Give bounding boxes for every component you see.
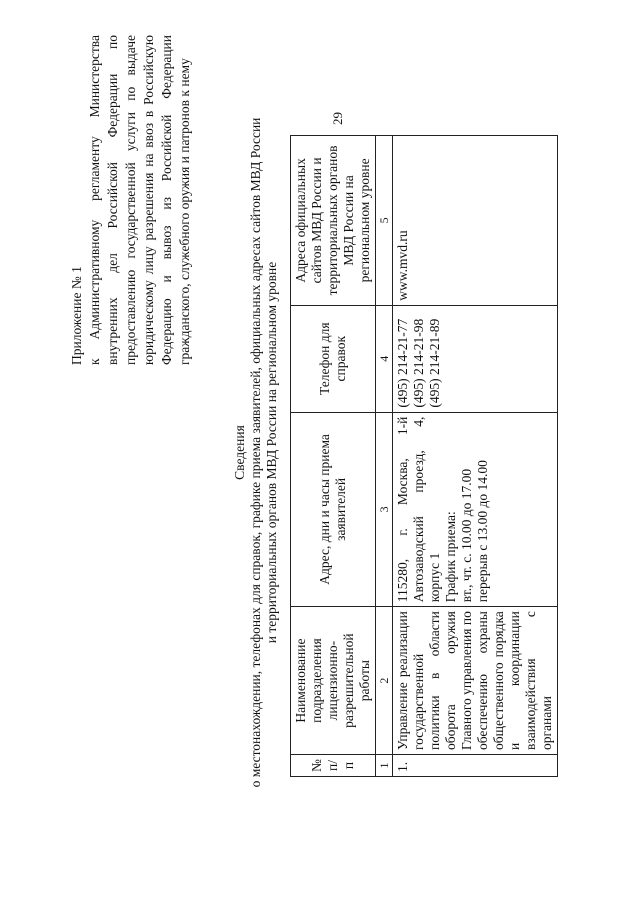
row-address-cell bbox=[393, 412, 558, 607]
appendix-block bbox=[68, 35, 194, 365]
info-table bbox=[290, 135, 558, 777]
row-schedule-title: График приема: bbox=[443, 511, 458, 603]
row-schedule-break: перерыв с 13.00 до 14.00 bbox=[475, 460, 490, 603]
header-num: № п/п bbox=[291, 755, 376, 777]
column-number-row bbox=[376, 136, 393, 777]
row-address: 115280, г. Москва, 1-й Автозаводский проезд, 4, корпус 1 bbox=[395, 416, 442, 603]
page-number: 29 bbox=[330, 112, 345, 125]
header-address: Адрес, дни и часы приема заявителей bbox=[291, 412, 376, 607]
col-number: 1 bbox=[376, 755, 393, 777]
row-phones-cell bbox=[393, 305, 558, 412]
col-number: 3 bbox=[376, 412, 393, 607]
appendix-text: к Административному регламенту Министерства внутренних дел Российской Федерации по предоставлению государственной услуги по выдаче юридическому лицу разрешения на ввоз в Российскую Федерацию и вывоз из Российской Федерации гражданского, служебного оружия и патронов к нему bbox=[87, 35, 192, 365]
col-number: 5 bbox=[376, 136, 393, 306]
document-heading bbox=[232, 0, 280, 905]
header-site: Адреса официальных сайтов МВД России и территориальных органов МВД России на региональном уровне bbox=[291, 136, 376, 306]
row-num: 1. bbox=[393, 755, 558, 777]
row-schedule-days: вт., чт. с. 10.00 до 17.00 bbox=[459, 468, 474, 603]
col-number: 2 bbox=[376, 607, 393, 755]
header-phone: Телефон для справок bbox=[291, 305, 376, 412]
header-name: Наименование подразделения лицензионно-разрешительной работы bbox=[291, 607, 376, 755]
col-number: 4 bbox=[376, 305, 393, 412]
row-phone: (495) 214-21-77 bbox=[395, 318, 410, 408]
table-header-row bbox=[291, 136, 376, 777]
table-row bbox=[393, 136, 558, 777]
heading-line-2: и территориальных органов МВД России на региональном уровне bbox=[264, 261, 279, 644]
heading-title: Сведения bbox=[232, 425, 247, 480]
row-site: www.mvd.ru bbox=[393, 136, 558, 306]
row-phone: (495) 214-21-89 bbox=[427, 318, 442, 408]
row-phone: (495) 214-21-98 bbox=[411, 318, 426, 408]
heading-line-1: о местонахождении, телефонах для справок, графике приема заявителей, официальных адресах сайтов МВД России bbox=[248, 117, 263, 788]
row-name: Управление реализации государственной политики в области оборота оружия Главного управления по обеспечению охраны общественного порядка и координации взаимодействия с органами bbox=[393, 607, 558, 755]
appendix-title: Приложение № 1 bbox=[69, 266, 84, 365]
